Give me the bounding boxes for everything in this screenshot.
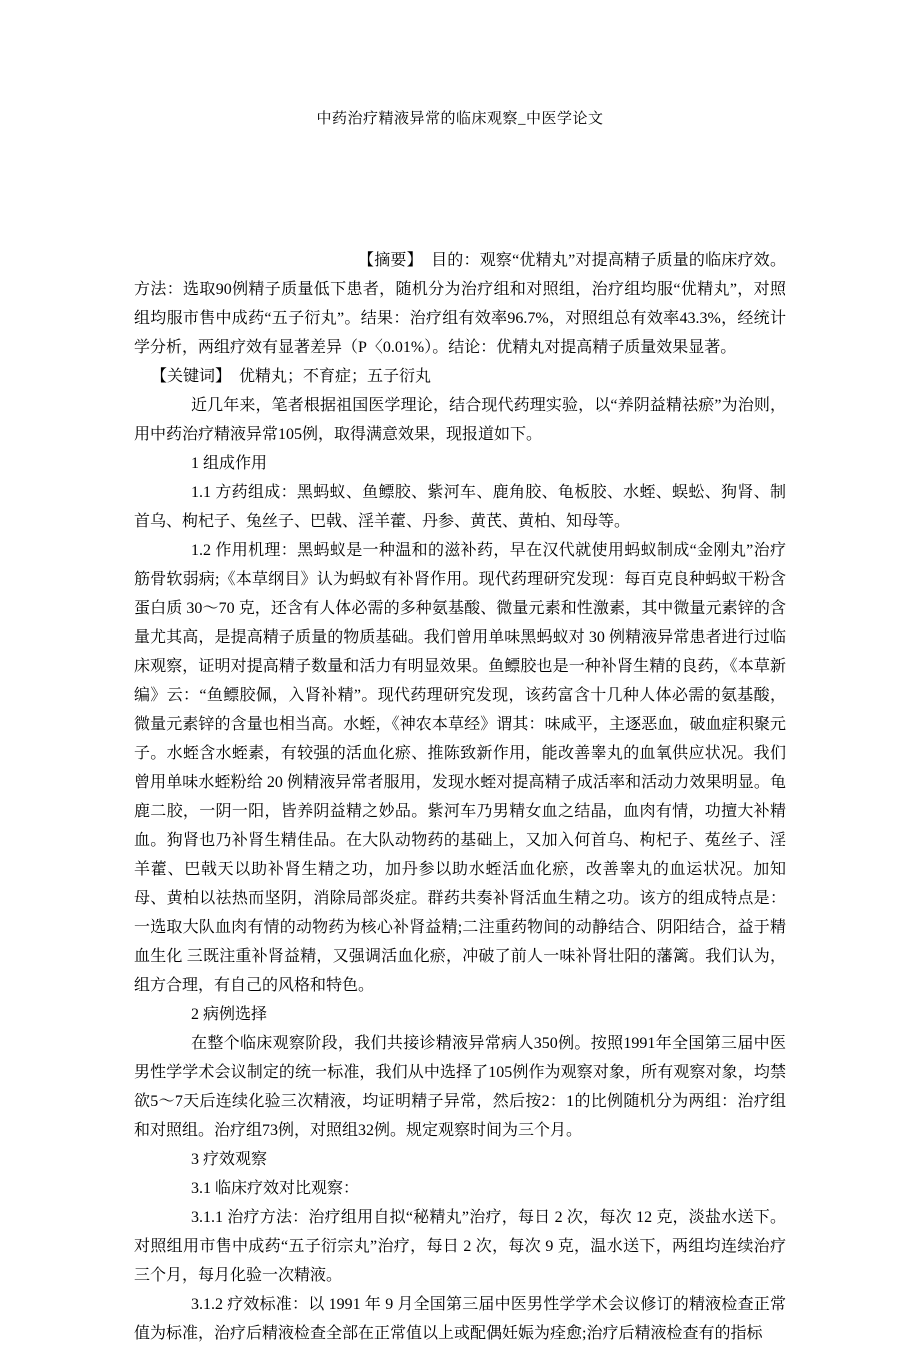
paragraph-2: 在整个临床观察阶段，我们共接诊精液异常病人350例。按照1991年全国第三届中医男性学学术会议制定的统一标准，我们从中选择了105例作为观察对象，所有观察对象，均禁欲5～7天后连续化验三次精液，均证明精子异常，然后按2：1的比例随机分为两组：治疗组和对照组。治疗组73例，对照组32例。规定观察时间为三个月。: [134, 1035, 786, 1139]
paragraph-1-2: 1.2 作用机理：黑蚂蚁是一种温和的滋补药，早在汉代就使用蚂蚁制成“金刚丸”治疗筋骨软弱病;《本草纲目》认为蚂蚁有补肾作用。现代药理研究发现：每百克良种蚂蚁干粉含蛋白质 30～70 克，还含有人体必需的多种氨基酸、微量元素和性激素，其中微量元素锌的含量尤其高，是提高精子质量的物质基础。我们曾用单味黑蚂蚁对 30 例精液异常患者进行过临床观察，证明对提高精子数量和活力有明显效果。鱼鳔胶也是一种补肾生精的良药，《本草新编》云：“鱼鳔胶佩，入肾补精”。现代药理研究发现，该药富含十几种人体必需的氨基酸，微量元素锌的含量也相当高。水蛭，《神农本草经》谓其：味咸平，主逐恶血，破血症积聚元子。水蛭含水蛭素，有较强的活血化瘀、推陈致新作用，能改善睾丸的血氧供应状况。我们曾用单味水蛭粉给 20 例精液异常者服用，发现水蛭对提高精子成活率和活动力效果明显。龟鹿二胶，一阴一阳，皆养阴益精之妙品。紫河车乃男精女血之结晶，血肉有情，功擅大补精血。狗肾也乃补肾生精佳品。在大队动物药的基础上，又加入何首乌、枸杞子、菟丝子、淫羊藿、巴戟天以助补肾生精之功，加丹参以助水蛭活血化瘀，改善睾丸的血运状况。加知母、黄柏以祛热而坚阴，消除局部炎症。群药共奏补肾活血生精之功。该方的组成特点是：一选取大队血肉有情的动物药为核心补肾益精;二注重药物间的动静结合、阴阳结合，益于精血生化 三既注重补肾益精，又强调活血化瘀，冲破了前人一味补肾壮阳的藩篱。我们认为，组方合理，有自己的风格和特色。: [134, 542, 786, 994]
keywords-paragraph: 【关键词】 优精丸；不育症；五子衍丸: [151, 368, 432, 385]
section-heading-2: 2 病例选择: [191, 1006, 268, 1023]
abstract-paragraph: 【摘要】 目的：观察“优精丸”对提高精子质量的临床疗效。方法：选取90例精子质量低下患者，随机分为治疗组和对照组，治疗组均服“优精丸”，对照组均服市售中成药“五子衍丸”。结果：治疗组有效率96.7%，对照组总有效率43.3%，经统计学分析，两组疗效有显著差异（P〈0.01%）。结论：优精丸对提高精子质量效果显著。: [134, 252, 786, 356]
paragraph-3-1-2: 3.1.2 疗效标准：以 1991 年 9 月全国第三届中医男性学学术会议修订的精液检查正常值为标准，治疗后精液检查全部在正常值以上或配偶妊娠为痊愈;治疗后精液检查有的指标: [134, 1296, 786, 1342]
intro-paragraph: 近几年来，笔者根据祖国医学理论，结合现代药理实验，以“养阴益精祛瘀”为治则，用中药治疗精液异常105例，取得满意效果，现报道如下。: [134, 397, 786, 443]
section-heading-3: 3 疗效观察: [191, 1151, 268, 1168]
document-title: 中药治疗精液异常的临床观察_中医学论文: [316, 111, 604, 127]
document-body: [134, 246, 786, 1348]
paragraph-3-1-1: 3.1.1 治疗方法：治疗组用自拟“秘精丸”治疗，每日 2 次，每次 12 克，淡盐水送下。对照组用市售中成药“五子衍宗丸”治疗，每日 2 次，每次 9 克，温水送下，两组均连续治疗三个月，每月化验一次精液。: [134, 1209, 786, 1284]
paragraph-3-1: 3.1 临床疗效对比观察：: [191, 1180, 360, 1197]
paragraph-1-1: 1.1 方药组成：黑蚂蚁、鱼鳔胶、紫河车、鹿角胶、龟板胶、水蛭、蜈蚣、狗肾、制首乌、枸杞子、兔丝子、巴戟、淫羊藿、丹参、黄芪、黄柏、知母等。: [134, 484, 786, 530]
section-heading-1: 1 组成作用: [191, 455, 268, 472]
